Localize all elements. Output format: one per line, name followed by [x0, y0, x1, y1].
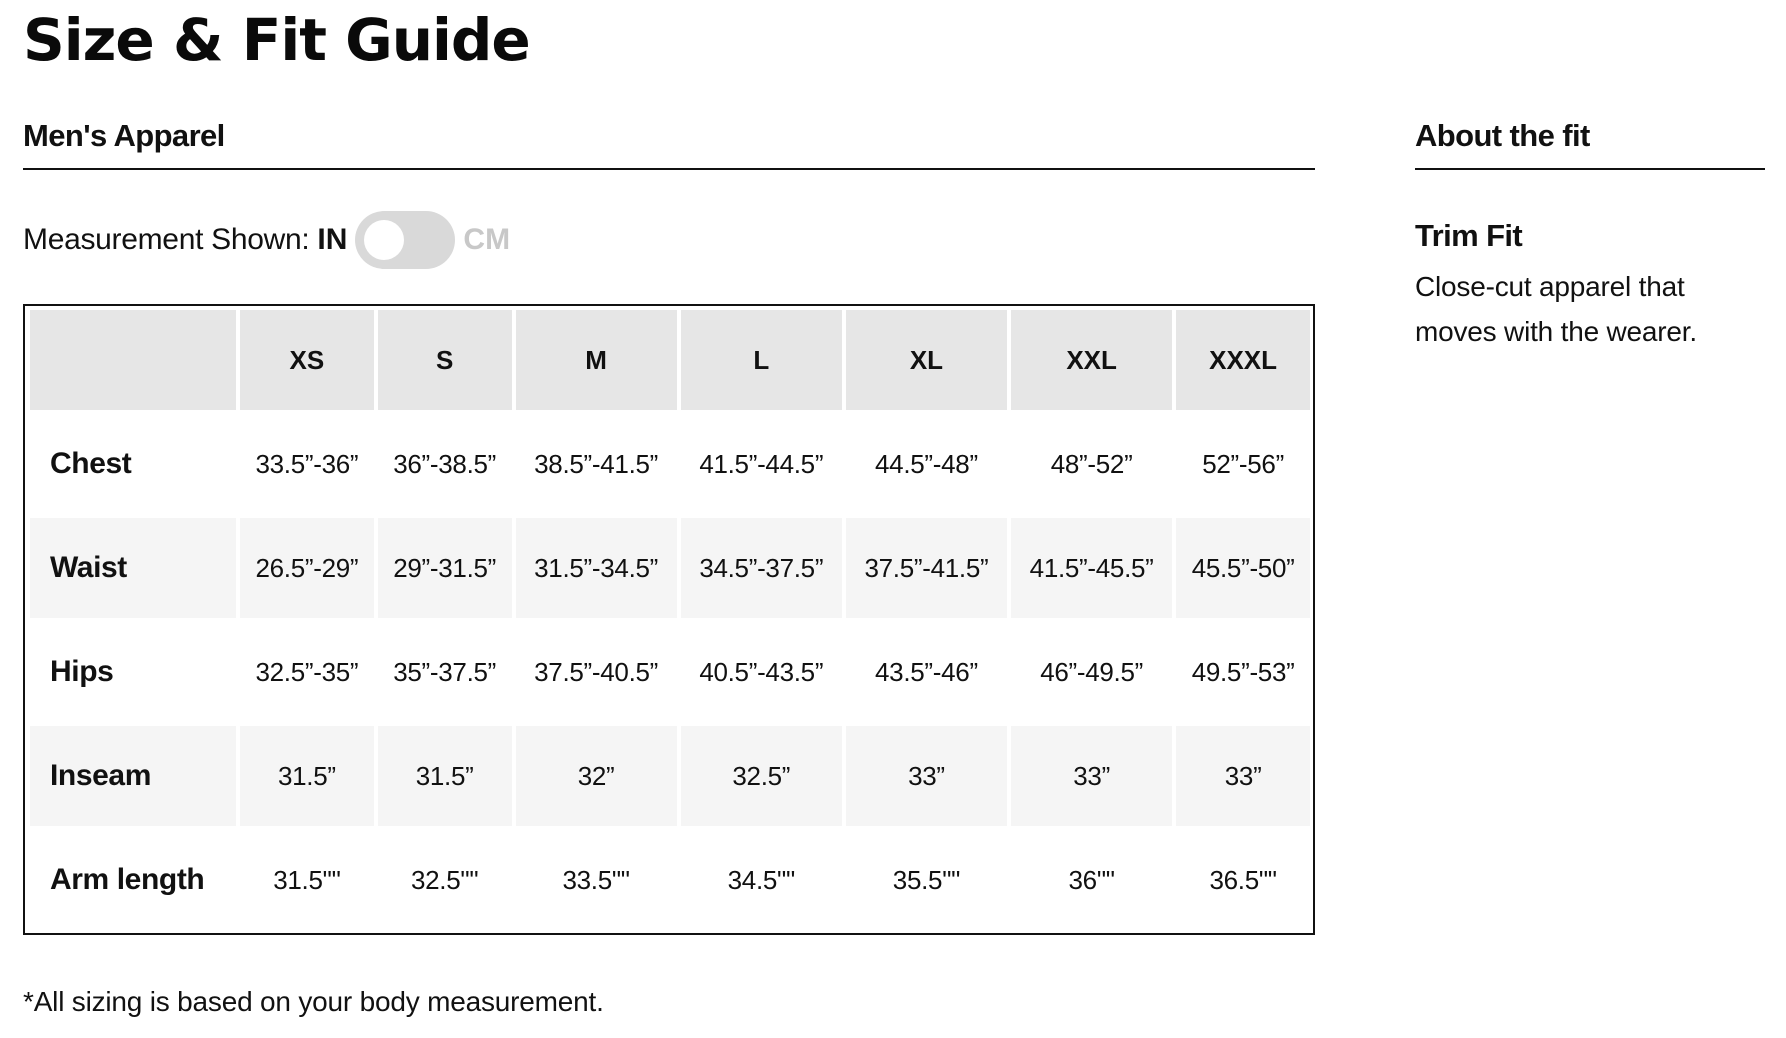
sizing-footnote: *All sizing is based on your body measurement.: [23, 986, 604, 1017]
size-header-row: [30, 310, 1310, 410]
table-cell: 31.5”: [378, 726, 512, 826]
table-cell: 29”-31.5”: [378, 518, 512, 618]
unit-toggle[interactable]: [355, 211, 455, 269]
size-header-l: L: [681, 310, 842, 410]
table-cell: 49.5”-53”: [1176, 622, 1310, 722]
size-header-m: M: [516, 310, 677, 410]
size-table: [26, 306, 1314, 934]
size-header-xl: XL: [846, 310, 1007, 410]
table-cell: 34.5"": [681, 830, 842, 930]
size-header-xxl: XXL: [1011, 310, 1172, 410]
table-cell: 32.5"": [378, 830, 512, 930]
table-cell: 36”-38.5”: [378, 414, 512, 514]
measurement-label: Measurement Shown:: [23, 223, 310, 256]
table-cell: 37.5”-41.5”: [846, 518, 1007, 618]
size-header-s: S: [378, 310, 512, 410]
table-cell: 43.5”-46”: [846, 622, 1007, 722]
table-cell: 33.5”-36”: [240, 414, 374, 514]
about-fit-heading: About the fit: [1415, 112, 1765, 170]
row-label: Chest: [30, 414, 236, 514]
table-cell: 33.5"": [516, 830, 677, 930]
header-corner-cell: [30, 310, 236, 410]
row-label: Waist: [30, 518, 236, 618]
row-label: Inseam: [30, 726, 236, 826]
table-cell: 45.5”-50”: [1176, 518, 1310, 618]
table-cell: 46”-49.5”: [1011, 622, 1172, 722]
table-cell: 37.5”-40.5”: [516, 622, 677, 722]
fit-name: Trim Fit: [1415, 218, 1523, 253]
table-cell: 34.5”-37.5”: [681, 518, 842, 618]
row-label: Hips: [30, 622, 236, 722]
table-cell: 32”: [516, 726, 677, 826]
table-cell: 41.5”-45.5”: [1011, 518, 1172, 618]
measurement-selector: [23, 208, 1315, 272]
table-cell: 48”-52”: [1011, 414, 1172, 514]
size-header-xs: XS: [240, 310, 374, 410]
table-row-hips: [30, 622, 1310, 722]
about-fit-panel: [1415, 112, 1765, 354]
table-cell: 31.5”: [240, 726, 374, 826]
size-table-container: [23, 304, 1315, 935]
fit-description: Close-cut apparel that moves with the wearer.: [1415, 271, 1697, 347]
table-cell: 32.5”: [681, 726, 842, 826]
table-row-arm-length: [30, 830, 1310, 930]
table-cell: 35”-37.5”: [378, 622, 512, 722]
table-cell: 41.5”-44.5”: [681, 414, 842, 514]
table-cell: 32.5”-35”: [240, 622, 374, 722]
table-cell: 38.5”-41.5”: [516, 414, 677, 514]
table-cell: 36"": [1011, 830, 1172, 930]
unit-in-label[interactable]: IN: [317, 223, 348, 256]
table-row-inseam: [30, 726, 1310, 826]
table-cell: 33”: [1176, 726, 1310, 826]
toggle-knob: [364, 220, 404, 260]
table-cell: 31.5"": [240, 830, 374, 930]
table-cell: 33”: [846, 726, 1007, 826]
table-cell: 35.5"": [846, 830, 1007, 930]
table-cell: 26.5”-29”: [240, 518, 374, 618]
table-cell: 44.5”-48”: [846, 414, 1007, 514]
table-cell: 36.5"": [1176, 830, 1310, 930]
table-cell: 40.5”-43.5”: [681, 622, 842, 722]
unit-cm-label[interactable]: CM: [463, 223, 511, 256]
table-row-waist: [30, 518, 1310, 618]
apparel-heading: Men's Apparel: [23, 112, 1315, 170]
table-cell: 31.5”-34.5”: [516, 518, 677, 618]
table-row-chest: [30, 414, 1310, 514]
table-cell: 33”: [1011, 726, 1172, 826]
apparel-section: [23, 112, 1315, 935]
page-title: Size & Fit Guide: [23, 6, 530, 74]
row-label: Arm length: [30, 830, 236, 930]
table-cell: 52”-56”: [1176, 414, 1310, 514]
size-header-xxxl: XXXL: [1176, 310, 1310, 410]
